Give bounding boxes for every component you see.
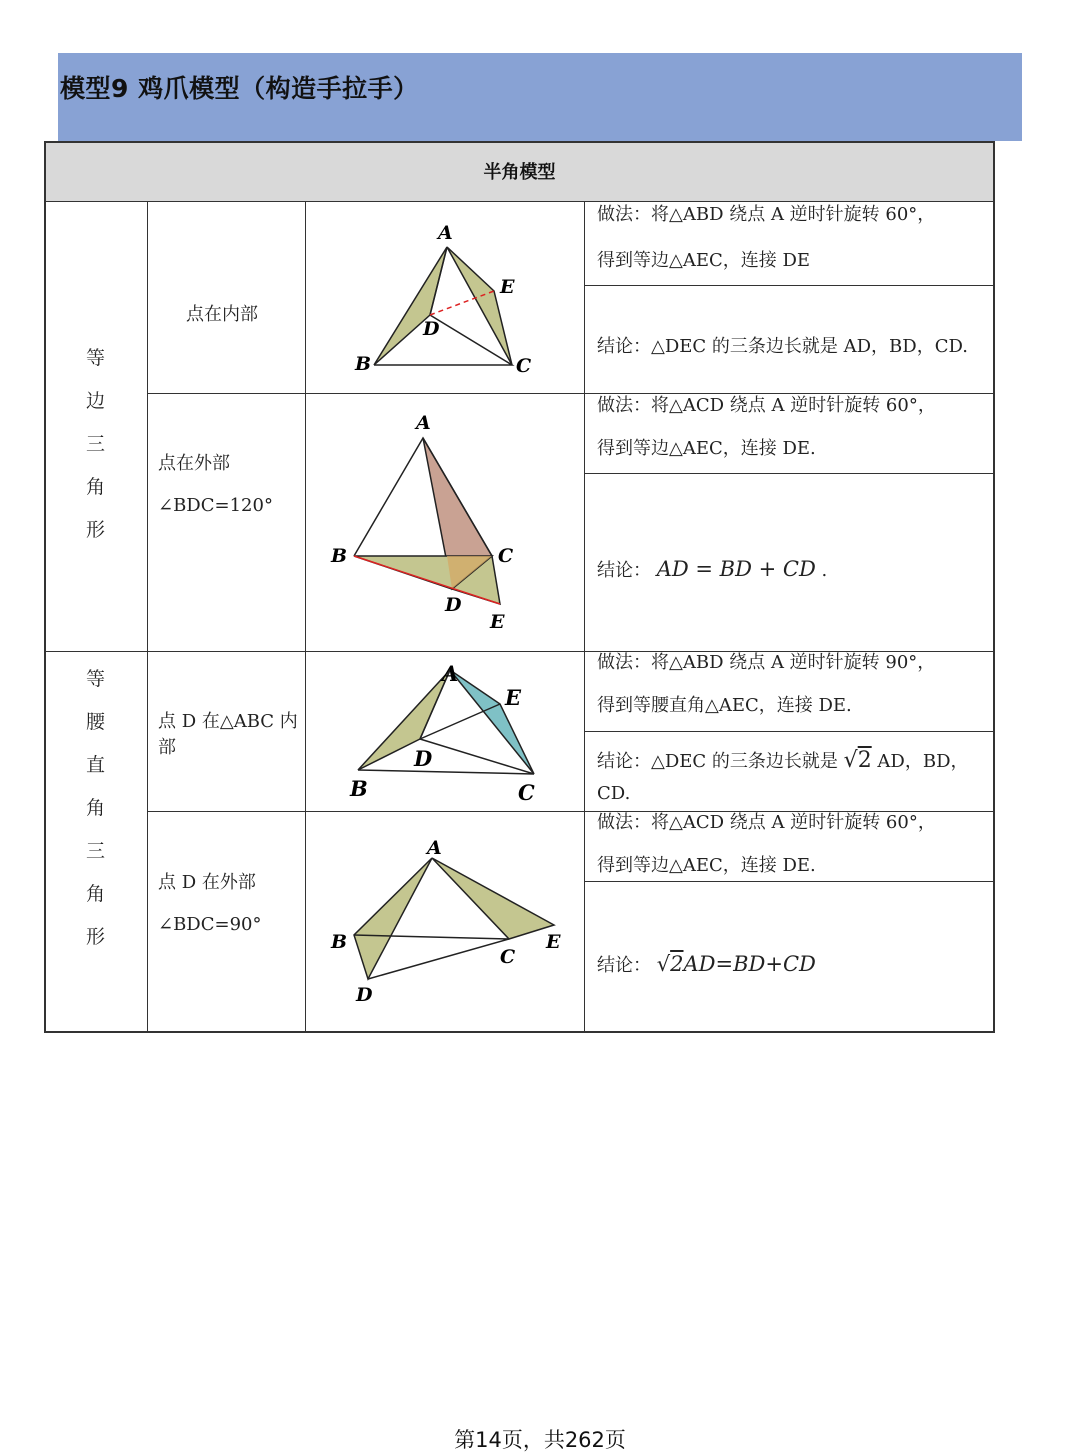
conclusion-formula: AD=BD+CD <box>683 952 816 976</box>
fig3-triangle-aec <box>450 670 534 774</box>
conclusion-formula: AD = BD + CD <box>656 557 816 581</box>
label-a: A <box>427 837 442 859</box>
condition-text: 点 D 在△ABC 内部 <box>158 711 298 758</box>
group-label-isosceles-right <box>44 658 147 959</box>
condition-text: 点在外部 <box>158 453 230 474</box>
conclusion-text: AD，BD， <box>877 751 969 772</box>
label-d: D <box>414 746 433 771</box>
method-line: 得到等腰直角△AEC，连接 DE. <box>597 695 852 716</box>
figure-exterior-equilateral <box>306 394 584 651</box>
sub-divider-1 <box>584 285 995 286</box>
condition-row2 <box>158 443 298 527</box>
group-char: 形 <box>85 926 105 948</box>
condition-text: ∠BDC=120° <box>158 495 273 516</box>
group-char: 角 <box>85 476 105 498</box>
label-e: E <box>500 276 515 298</box>
condition-row4 <box>158 862 298 946</box>
method-line: 得到等边△AEC，连接 DE. <box>597 855 816 876</box>
sub-divider-3 <box>584 731 995 732</box>
table-header: 半角模型 <box>44 141 995 201</box>
fig4-triangle-abd <box>354 858 432 979</box>
title-banner <box>58 53 1022 141</box>
label-b: B <box>331 545 348 567</box>
sqrt-symbol: √2 <box>843 748 872 773</box>
method-line: 做法：将△ACD 绕点 A 逆时针旋转 60°， <box>597 812 936 833</box>
method-line: 做法：将△ABD 绕点 A 逆时针旋转 90°， <box>597 652 936 673</box>
label-e: E <box>505 685 522 710</box>
group-char: 形 <box>85 519 105 541</box>
condition-text: ∠BDC=90° <box>158 914 262 935</box>
fig1-triangle-abd <box>374 247 447 365</box>
method-row1 <box>597 192 992 284</box>
condition-row1 <box>186 294 326 336</box>
group-char: 三 <box>85 840 105 862</box>
figure-interior-isosceles <box>306 652 584 811</box>
group-char: 角 <box>85 883 105 905</box>
condition-text: 点 D 在外部 <box>158 872 256 893</box>
sqrt-value: 2 <box>857 748 872 773</box>
label-c: C <box>500 946 516 968</box>
conclusion-text: CD. <box>597 783 631 804</box>
model-table <box>44 141 995 1032</box>
table-border-right <box>993 141 995 1032</box>
table-border-top <box>44 141 995 143</box>
figure-exterior-isosceles <box>306 812 584 1031</box>
label-b: B <box>350 776 368 801</box>
sqrt-value: 2 <box>670 952 684 976</box>
label-c: C <box>518 780 535 805</box>
sub-divider-2 <box>584 473 995 474</box>
label-c: C <box>498 545 514 567</box>
condition-row3 <box>158 709 298 761</box>
label-d: D <box>423 318 440 340</box>
page-footer: 第14页，共262页 <box>454 1428 626 1452</box>
label-b: B <box>355 353 372 375</box>
group-char: 角 <box>85 797 105 819</box>
label-a: A <box>438 222 453 244</box>
conclusion-row2 <box>597 546 992 594</box>
conclusion-prefix: 结论： <box>597 560 651 581</box>
group-char: 直 <box>85 754 105 776</box>
sqrt-symbol: √2 <box>656 952 684 976</box>
method-row4 <box>597 801 992 887</box>
table-border-bottom <box>44 1031 995 1033</box>
group-char: 等 <box>85 668 105 690</box>
col-divider-1 <box>147 201 148 1032</box>
label-e: E <box>490 611 505 633</box>
group-label-equilateral <box>44 337 147 552</box>
label-a: A <box>416 412 431 434</box>
label-e: E <box>546 931 561 953</box>
label-a: A <box>442 661 459 686</box>
col-divider-3 <box>584 201 585 1032</box>
fig1-triangle-aec <box>447 247 512 365</box>
method-line: 得到等边△AEC，连接 DE <box>597 250 811 271</box>
method-row3 <box>597 641 992 727</box>
conclusion-suffix: . <box>821 560 828 581</box>
group-char: 边 <box>85 390 105 412</box>
fig3-triangle-abd <box>358 670 450 770</box>
condition-text: 点在内部 <box>186 304 258 325</box>
figure-interior-equilateral <box>306 202 584 393</box>
fig4-triangle-ace <box>432 858 554 939</box>
label-d: D <box>445 594 462 616</box>
method-row2 <box>597 384 992 470</box>
label-d: D <box>356 984 373 1006</box>
method-line: 做法：将△ACD 绕点 A 逆时针旋转 60°， <box>597 395 936 416</box>
label-c: C <box>516 355 532 377</box>
group-char: 等 <box>85 347 105 369</box>
page-title: 模型9 鸡爪模型（构造手拉手） <box>60 74 419 103</box>
conclusion-text: 结论：△DEC 的三条边长就是 <box>597 751 838 772</box>
conclusion-row1: 结论：△DEC 的三条边长就是 AD，BD，CD. <box>597 336 969 357</box>
group-char: 三 <box>85 433 105 455</box>
method-line: 得到等边△AEC，连接 DE. <box>597 438 816 459</box>
method-line: 做法：将△ABD 绕点 A 逆时针旋转 60°， <box>597 204 936 225</box>
conclusion-row4 <box>597 941 992 989</box>
group-char: 腰 <box>85 711 105 733</box>
conclusion-prefix: 结论： <box>597 955 651 976</box>
label-b: B <box>331 931 348 953</box>
